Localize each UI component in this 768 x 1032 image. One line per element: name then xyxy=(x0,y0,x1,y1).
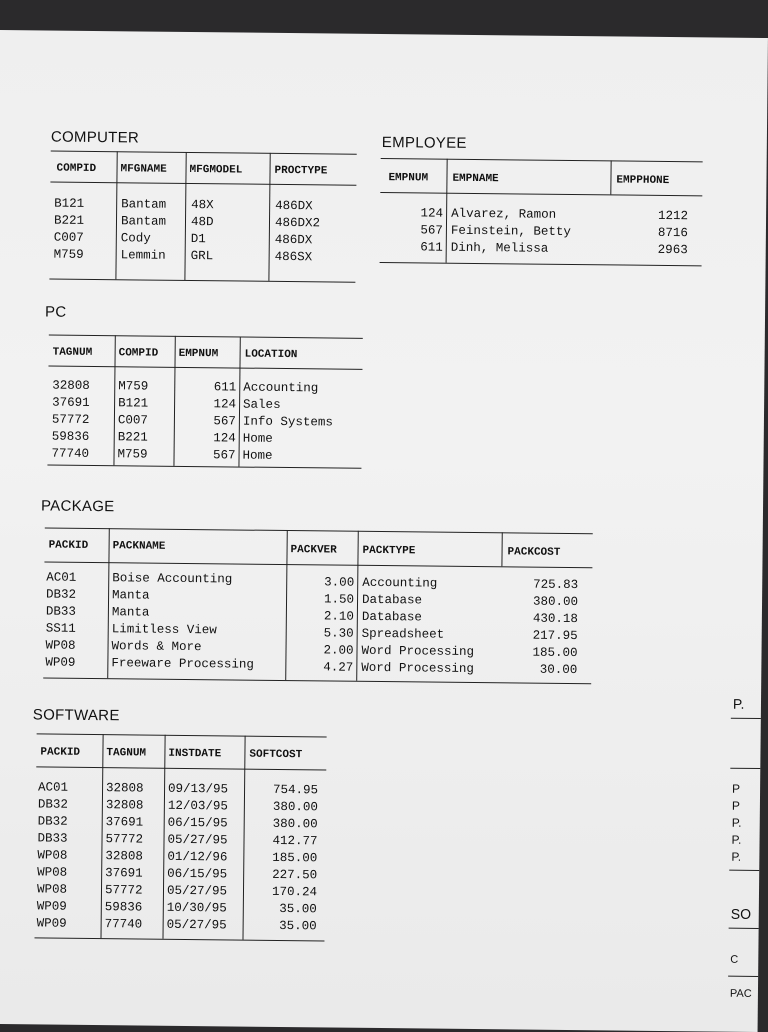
table-cell: 170.24 xyxy=(271,884,318,900)
table-cell: Database xyxy=(361,609,422,625)
table-cell: 77740 xyxy=(104,917,143,932)
table-cell: 59836 xyxy=(51,429,90,444)
table-cell: Freeware Processing xyxy=(111,656,254,672)
table-column xyxy=(117,378,148,463)
pc-table xyxy=(47,335,362,468)
edge-rule xyxy=(729,870,759,871)
table-cell: 35.00 xyxy=(279,918,317,934)
table-cell: 185.00 xyxy=(272,850,318,866)
table-cell: SS11 xyxy=(45,621,76,636)
table-cell: DB33 xyxy=(45,604,77,619)
table-cell: 4.27 xyxy=(323,660,354,675)
table-cell: 37691 xyxy=(105,815,144,830)
table-cell: 412.77 xyxy=(272,833,318,849)
table-cell: 567 xyxy=(420,223,443,238)
table-cell: 3.00 xyxy=(324,575,355,590)
table-cell: Manta xyxy=(112,588,150,603)
col-header: PACKTYPE xyxy=(362,544,416,558)
table-cell: 10/30/95 xyxy=(166,900,227,916)
table-cell: 486DX xyxy=(275,198,313,214)
table-cell: B121 xyxy=(54,196,85,211)
table-cell: 05/27/95 xyxy=(166,883,228,899)
table-cell: 06/15/95 xyxy=(167,815,228,831)
table-cell: B221 xyxy=(117,430,148,445)
table-cell: M759 xyxy=(118,379,149,394)
table-cell: WP09 xyxy=(45,655,76,670)
package-title: PACKAGE xyxy=(40,497,115,516)
table-column xyxy=(361,575,475,678)
table-cell: AC01 xyxy=(37,780,69,795)
table-cell: 754.95 xyxy=(272,782,319,798)
table-cell: 57772 xyxy=(105,832,144,847)
table-cell: 06/15/95 xyxy=(167,866,228,882)
table-cell: 227.50 xyxy=(272,867,318,883)
table-cell: 48D xyxy=(190,215,214,230)
table-cell: DB32 xyxy=(37,814,68,829)
edge-fragment: P. xyxy=(731,832,742,847)
table-cell: 567 xyxy=(212,448,236,463)
table-column xyxy=(303,574,354,677)
table-cell: WP09 xyxy=(36,899,67,914)
table-cell: 12/03/95 xyxy=(167,798,228,814)
table-column xyxy=(37,779,69,932)
table-cell: Info Systems xyxy=(242,414,333,430)
employee-title: EMPLOYEE xyxy=(381,134,467,152)
table-cell: Word Processing xyxy=(361,660,474,676)
col-header: LOCATION xyxy=(244,348,298,362)
table-cell: 185.00 xyxy=(532,645,578,661)
table-cell: 35.00 xyxy=(279,901,317,917)
table-cell: 77740 xyxy=(51,446,90,461)
table-cell: D1 xyxy=(190,232,206,247)
col-header: MFGNAME xyxy=(120,163,167,176)
table-cell: WP08 xyxy=(37,865,68,880)
table-cell: 1212 xyxy=(658,208,689,224)
edge-fragment: P xyxy=(731,798,741,813)
table-cell: 567 xyxy=(213,414,236,429)
table-cell: 611 xyxy=(213,380,237,395)
table-cell: 486DX xyxy=(274,232,313,248)
col-header: SOFTCOST xyxy=(249,748,303,762)
table-cell: 124 xyxy=(213,397,237,412)
edge-fragment: C xyxy=(730,953,739,966)
table-cell: 37691 xyxy=(105,866,143,881)
table-column xyxy=(111,570,255,673)
table-cell: Home xyxy=(242,431,273,446)
col-header: COMPID xyxy=(56,162,97,176)
edge-fragment: PAC xyxy=(729,987,752,1000)
table-cell: Database xyxy=(361,592,423,608)
table-cell: 2.10 xyxy=(323,609,354,624)
table-cell: C007 xyxy=(53,230,84,245)
col-header: EMPNAME xyxy=(452,172,499,186)
col-header: EMPNUM xyxy=(178,347,219,361)
table-column xyxy=(105,780,144,933)
table-column xyxy=(54,196,85,264)
table-cell: 124 xyxy=(420,206,444,221)
table-cell: Manta xyxy=(111,605,150,620)
software-table xyxy=(34,733,326,942)
table-cell: 32808 xyxy=(105,849,143,864)
col-header: INSTDATE xyxy=(168,747,222,761)
table-cell: 30.00 xyxy=(539,662,578,678)
table-cell: 01/12/96 xyxy=(167,849,228,865)
table-cell: C007 xyxy=(117,413,149,428)
table-cell: 32808 xyxy=(105,798,144,813)
table-cell: Accounting xyxy=(362,575,438,591)
table-column xyxy=(630,208,689,260)
table-cell: WP08 xyxy=(36,882,68,897)
table-cell: Lemmin xyxy=(120,248,166,263)
edge-fragment: P. xyxy=(731,815,742,830)
table-cell: 725.83 xyxy=(533,577,579,593)
col-header: PACKCOST xyxy=(507,546,561,559)
col-header: PACKID xyxy=(48,539,89,552)
table-cell: 430.18 xyxy=(532,611,578,627)
edge-fragment: P. xyxy=(731,849,742,864)
table-cell: 2.00 xyxy=(323,643,354,658)
table-cell: 57772 xyxy=(104,883,143,898)
table-cell: 5.30 xyxy=(323,626,354,641)
col-header: PACKVER xyxy=(290,544,337,557)
table-cell: Boise Accounting xyxy=(112,571,233,587)
col-header: PACKID xyxy=(40,746,81,759)
table-cell: M759 xyxy=(117,447,148,462)
table-cell: 05/27/95 xyxy=(166,917,227,933)
table-cell: 124 xyxy=(213,431,236,446)
edge-fragment: SO xyxy=(730,905,752,922)
edge-rule xyxy=(731,718,761,719)
table-cell: 380.00 xyxy=(272,816,318,832)
pc-title: PC xyxy=(44,303,67,321)
computer-table xyxy=(49,151,356,284)
table-cell: Alvarez, Ramon xyxy=(451,206,557,222)
table-column xyxy=(167,781,229,935)
table-column xyxy=(121,196,167,264)
table-cell: WP08 xyxy=(45,638,76,653)
col-header: TAGNUM xyxy=(52,346,93,359)
col-header: COMPID xyxy=(118,347,159,360)
table-column xyxy=(451,206,572,258)
table-cell: Dinh, Melissa xyxy=(450,240,549,256)
table-cell: Bantam xyxy=(120,214,167,229)
table-cell: 05/27/95 xyxy=(167,832,228,848)
employee-table xyxy=(380,158,703,267)
col-header: EMPNUM xyxy=(388,172,429,185)
table-column xyxy=(51,378,89,463)
edge-rule xyxy=(729,928,759,929)
table-cell: 57772 xyxy=(51,412,90,427)
edge-fragment: P xyxy=(732,781,741,796)
table-cell: Limitless View xyxy=(111,622,217,638)
edge-rule xyxy=(728,976,758,977)
table-cell: 486SX xyxy=(274,249,313,265)
table-cell: Cody xyxy=(120,231,151,246)
table-cell: Words & More xyxy=(111,639,202,655)
col-header: EMPPHONE xyxy=(616,174,670,188)
table-cell: 611 xyxy=(420,240,443,255)
table-cell: Feinstein, Betty xyxy=(450,223,572,239)
table-column xyxy=(242,380,333,466)
table-cell: Word Processing xyxy=(361,643,475,659)
table-cell: DB32 xyxy=(37,797,68,812)
table-cell: 59836 xyxy=(104,900,143,915)
table-cell: M759 xyxy=(53,247,84,262)
col-header: MFGMODEL xyxy=(189,163,243,177)
table-cell: 486DX2 xyxy=(274,215,321,231)
table-cell: WP09 xyxy=(36,916,67,931)
table-column xyxy=(275,198,321,266)
table-cell: DB33 xyxy=(37,831,68,846)
table-cell: Sales xyxy=(243,397,281,412)
table-cell: B221 xyxy=(53,213,85,228)
table-cell: Accounting xyxy=(243,380,319,396)
table-cell: Spreadsheet xyxy=(361,626,445,642)
table-cell: Bantam xyxy=(121,197,167,212)
table-column xyxy=(197,379,236,464)
table-cell: 37691 xyxy=(52,395,90,410)
edge-fragment: P. xyxy=(732,695,745,712)
computer-title: COMPUTER xyxy=(50,128,140,147)
table-cell: Home xyxy=(242,448,273,463)
col-header: PROCTYPE xyxy=(274,164,328,178)
table-cell: 2963 xyxy=(657,242,688,258)
table-cell: 32808 xyxy=(105,781,144,796)
table-cell: 09/13/95 xyxy=(167,781,229,797)
table-cell: 8716 xyxy=(657,225,688,241)
edge-rule xyxy=(730,768,760,769)
table-cell: 380.00 xyxy=(532,594,579,610)
table-cell: 32808 xyxy=(52,378,90,393)
table-column xyxy=(513,576,578,679)
table-cell: 1.50 xyxy=(323,592,355,607)
table-column xyxy=(191,197,214,265)
document-page xyxy=(0,30,768,1032)
table-cell: B121 xyxy=(118,396,149,411)
col-header: TAGNUM xyxy=(106,747,147,760)
table-cell: DB32 xyxy=(46,587,77,602)
table-column xyxy=(400,205,444,256)
table-cell: 48X xyxy=(191,198,214,213)
table-cell: WP08 xyxy=(37,848,68,863)
table-column xyxy=(45,570,76,672)
table-cell: 380.00 xyxy=(272,799,318,815)
package-table xyxy=(43,527,593,685)
col-header: PACKNAME xyxy=(112,540,166,553)
table-cell: AC01 xyxy=(46,570,77,585)
table-cell: 217.95 xyxy=(532,628,578,644)
software-title: SOFTWARE xyxy=(32,706,120,725)
table-column xyxy=(255,782,319,936)
table-cell: GRL xyxy=(190,249,214,264)
